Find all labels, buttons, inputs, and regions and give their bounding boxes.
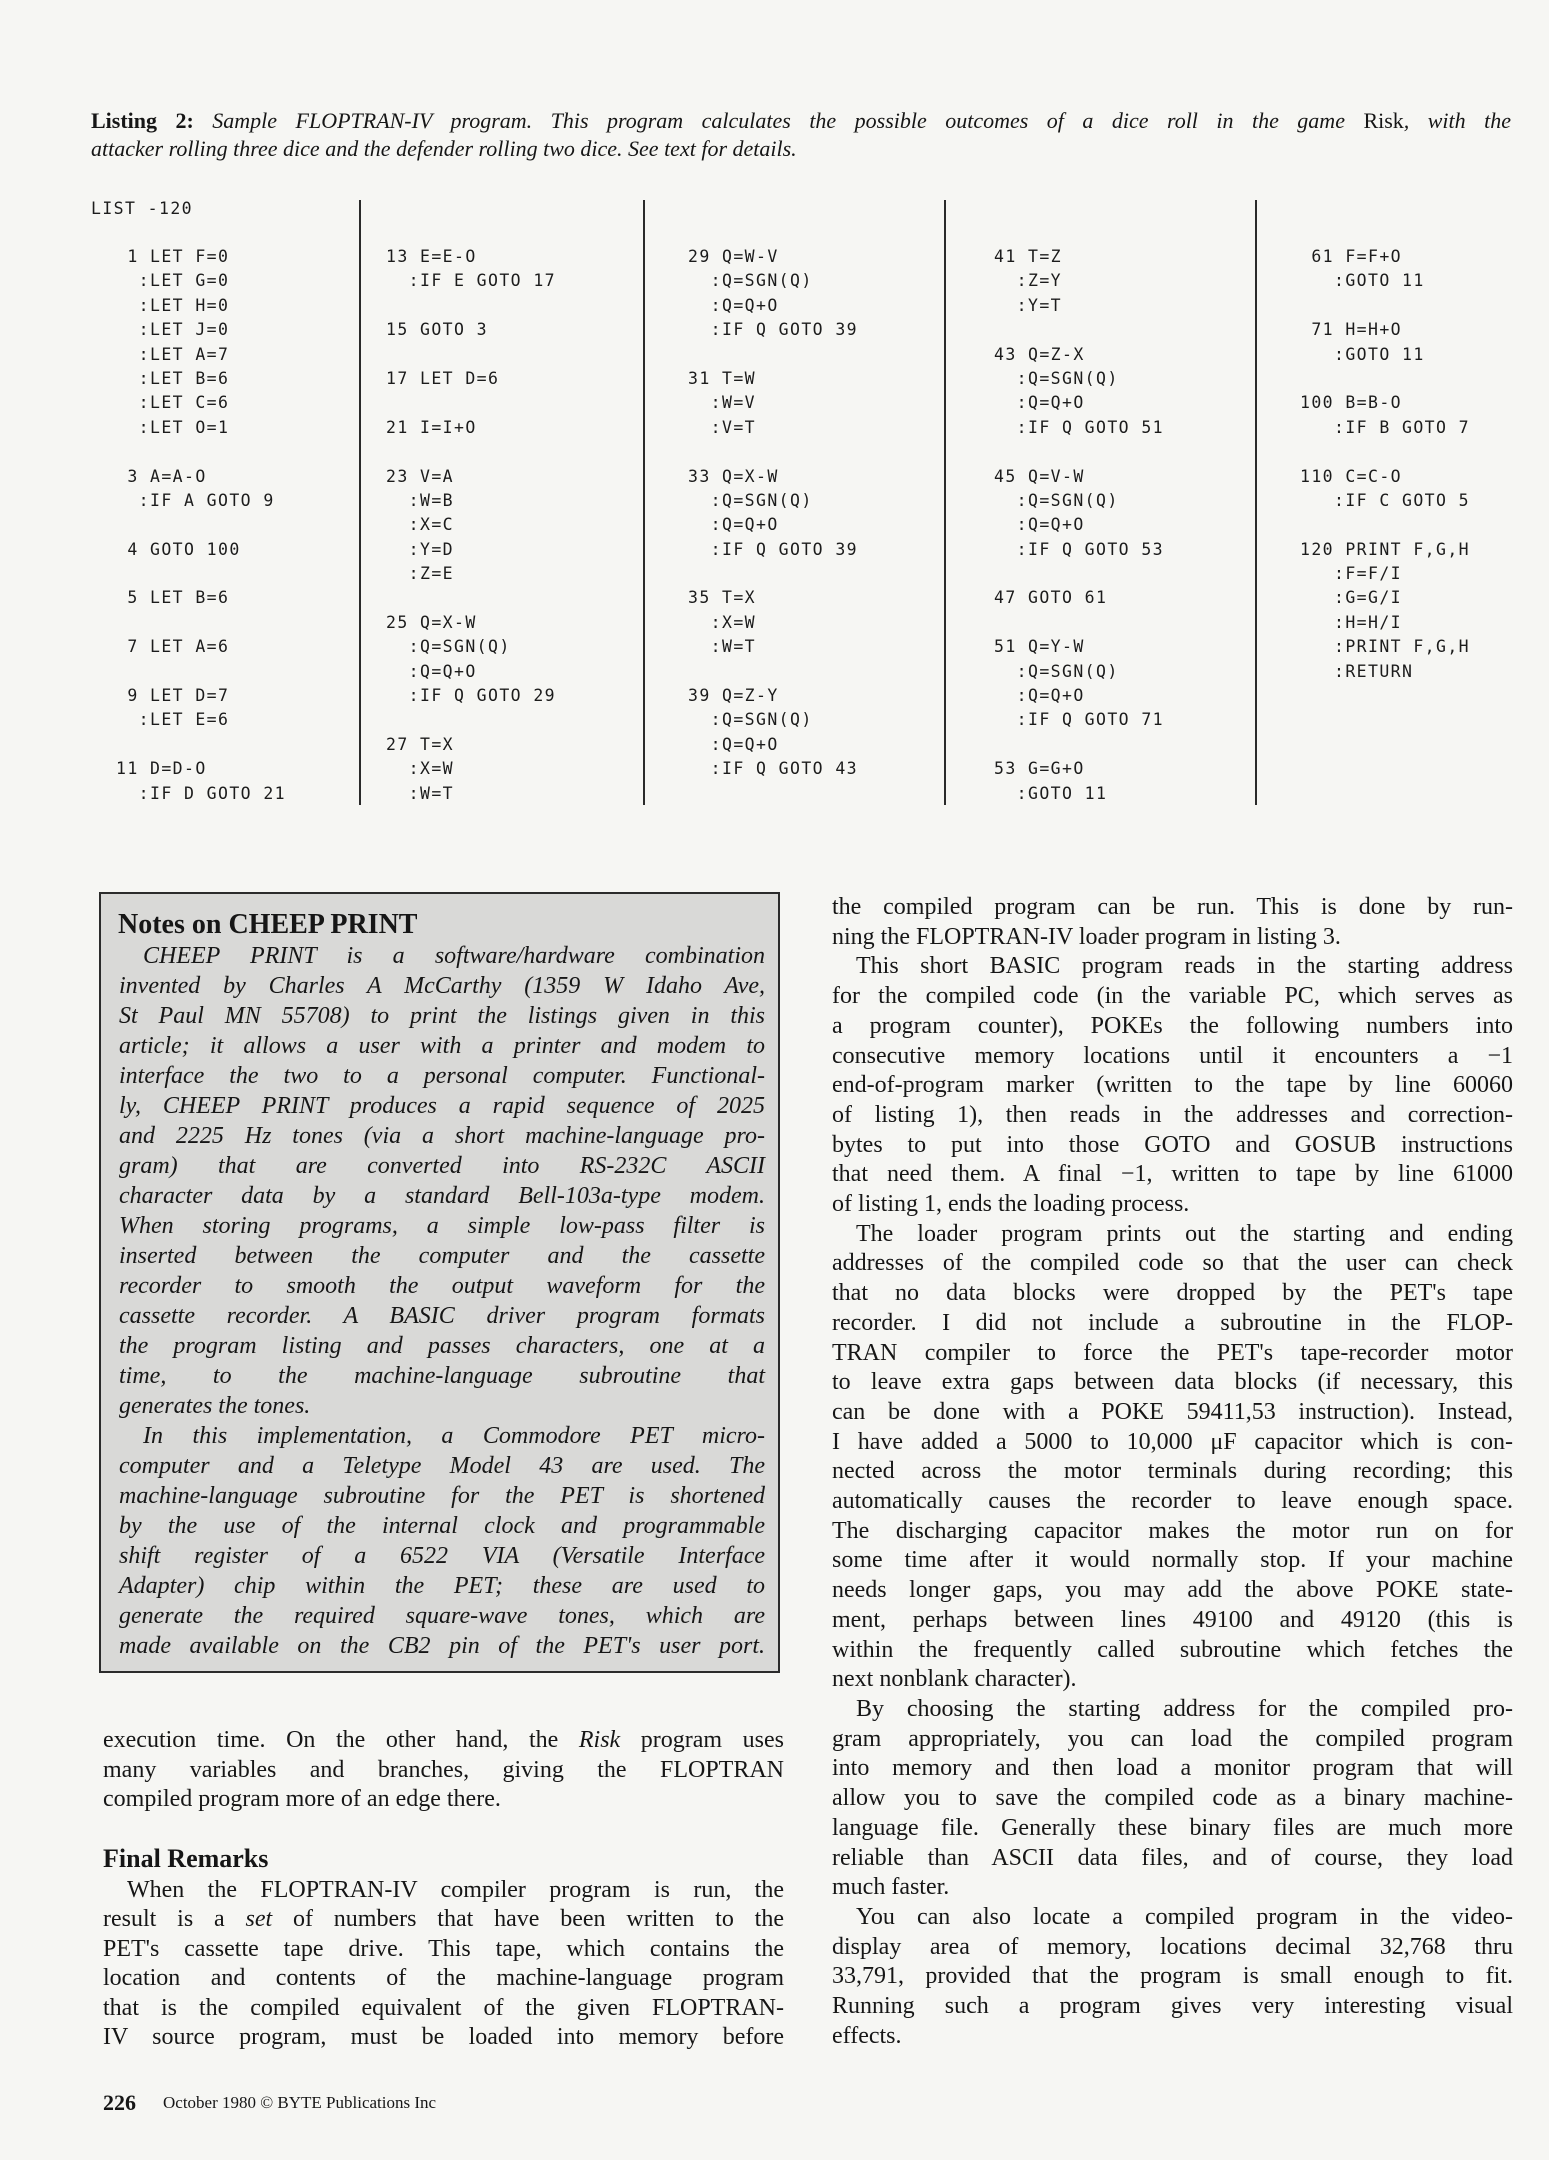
- text-line: recorder. I did not include a subroutine in the FLOP-: [832, 1309, 1513, 1336]
- text-line: addresses of the compiled code so that the user can check: [832, 1250, 1513, 1277]
- text-line: interface the two to a personal computer. Functional-: [119, 1063, 765, 1089]
- code-line: :IF Q GOTO 39: [688, 320, 859, 340]
- sidebar-text: [119, 941, 765, 1661]
- text-line: can be done with a POKE 59411,53 instruction). Instead,: [832, 1398, 1513, 1425]
- code-line: :W=B: [386, 490, 455, 510]
- code-line: :G=G/I: [1300, 588, 1403, 608]
- code-line: [116, 440, 286, 464]
- text-line: gram) that are converted into RS-232C ASCII: [119, 1153, 765, 1179]
- text-line: many variables and branches, giving the FLOPTRAN: [103, 1756, 784, 1783]
- emphasis-text: set: [245, 1906, 273, 1933]
- text-line: inserted between the computer and the cassette: [119, 1243, 765, 1269]
- code-line: :Q=Q+O: [994, 393, 1085, 413]
- text-line: 33,791, provided that the program is small enough to fit.: [832, 1963, 1513, 1990]
- code-line: :IF A GOTO 9: [116, 490, 275, 510]
- code-line: :IF B GOTO 7: [1300, 417, 1471, 437]
- listing-caption: [91, 107, 1511, 163]
- code-line: [994, 611, 1164, 635]
- code-line: [386, 708, 556, 732]
- code-line: :Y=T: [994, 295, 1063, 315]
- code-line: 27 T=X: [386, 734, 455, 754]
- code-line: 25 Q=X-W: [386, 612, 477, 632]
- code-line: :H=H/I: [1300, 612, 1403, 632]
- code-line: 45 Q=V-W: [994, 466, 1085, 486]
- text-line: When storing programs, a simple low-pass filter is: [119, 1213, 765, 1239]
- code-line: :Q=Q+O: [994, 515, 1085, 535]
- text-segment: execution time. On the other hand, the: [103, 1727, 579, 1753]
- listing-column-5: [1300, 245, 1470, 684]
- text-line: generates the tones.: [119, 1393, 311, 1419]
- code-line: [994, 733, 1164, 757]
- code-line: :Q=Q+O: [688, 734, 779, 754]
- text-line: for the compiled code (in the variable PC, which serves as: [832, 983, 1513, 1010]
- text-line: cassette recorder. A BASIC driver program formats: [119, 1303, 765, 1329]
- code-line: :LET O=1: [116, 417, 230, 437]
- code-line: :GOTO 11: [1300, 344, 1425, 364]
- text-line: bytes to put into those GOTO and GOSUB instructions: [832, 1131, 1513, 1158]
- code-line: [386, 343, 556, 367]
- code-line: :X=C: [386, 515, 455, 535]
- text-line: This short BASIC program reads in the starting address: [856, 953, 1513, 980]
- text-line: language file. Generally these binary files are much more: [832, 1814, 1513, 1841]
- code-line: :LET B=6: [116, 368, 230, 388]
- column-divider: [359, 200, 361, 805]
- text-line: When the FLOPTRAN-IV compiler program is run, the: [127, 1877, 784, 1903]
- text-line: The loader program prints out the starting and ending: [856, 1220, 1513, 1247]
- code-line: :Q=SGN(Q): [994, 661, 1119, 681]
- text-line: automatically causes the recorder to leave enough space.: [832, 1488, 1513, 1515]
- code-line: 47 GOTO 61: [994, 588, 1108, 608]
- code-line: :GOTO 11: [994, 783, 1108, 803]
- code-line: [116, 562, 286, 586]
- listing-column-4: [994, 245, 1164, 806]
- code-line: 61 F=F+O: [1300, 247, 1403, 266]
- code-line: [386, 440, 556, 464]
- text-line: location and contents of the machine-language program: [103, 1965, 784, 1992]
- text-line: a program counter), POKEs the following numbers into: [832, 1012, 1513, 1039]
- caption-line-1: [91, 107, 1511, 135]
- listing-column-3: [688, 245, 858, 782]
- text-line: ning the FLOPTRAN-IV loader program in listing 3.: [832, 923, 1341, 950]
- code-line: 39 Q=Z-Y: [688, 686, 779, 706]
- code-line: :LET G=0: [116, 271, 230, 291]
- code-line: [688, 660, 858, 684]
- code-line: :Q=SGN(Q): [688, 490, 813, 510]
- code-line: 120 PRINT F,G,H: [1300, 539, 1471, 559]
- code-line: [116, 513, 286, 537]
- code-line: :IF Q GOTO 39: [688, 539, 859, 559]
- code-line: [386, 294, 556, 318]
- text-line: TRAN compiler to force the PET's tape-recorder motor: [832, 1339, 1513, 1366]
- caption-text: Sample FLOPTRAN-IV program. This program calculates the possible outcomes of a dice roll in the game: [193, 108, 1364, 133]
- text-line: needs longer gaps, you may add the above POKE state-: [832, 1577, 1513, 1604]
- article-text-left-top: [103, 1726, 784, 1815]
- text-line: of listing 1, ends the loading process.: [832, 1191, 1190, 1218]
- text-line: effects.: [832, 2022, 902, 2049]
- article-text-left-bottom: [103, 1876, 784, 2052]
- code-line: :IF E GOTO 17: [386, 271, 557, 291]
- code-line: [386, 586, 556, 610]
- code-line: 9 LET D=7: [116, 686, 230, 706]
- code-line: 15 GOTO 3: [386, 320, 489, 340]
- listing-column-2: [386, 245, 556, 806]
- code-line: :IF Q GOTO 53: [994, 539, 1165, 559]
- code-line: [116, 611, 286, 635]
- code-line: :Q=SGN(Q): [688, 710, 813, 730]
- code-line: :W=T: [386, 783, 455, 803]
- text-line: to leave extra gaps between data blocks (if necessary, this: [832, 1369, 1513, 1396]
- code-line: [1300, 294, 1470, 318]
- text-line: article; it allows a user with a printer and modem to: [119, 1033, 765, 1059]
- code-line: :LET H=0: [116, 295, 230, 315]
- code-line: [688, 440, 858, 464]
- code-line: :W=T: [688, 637, 757, 657]
- code-line: :GOTO 11: [1300, 271, 1425, 291]
- code-line: :IF C GOTO 5: [1300, 490, 1471, 510]
- text-line: end-of-program marker (written to the tape by line 60060: [832, 1072, 1513, 1099]
- code-line: :F=F/I: [1300, 564, 1403, 584]
- code-line: 23 V=A: [386, 466, 455, 486]
- text-line: shift register of a 6522 VIA (Versatile Interface: [119, 1543, 765, 1569]
- text-line: by the use of the internal clock and programmable: [119, 1513, 765, 1539]
- text-line: reliable than ASCII data files, and of course, they load: [832, 1844, 1513, 1871]
- code-line: :IF Q GOTO 51: [994, 417, 1165, 437]
- code-line: :IF D GOTO 21: [116, 783, 287, 803]
- code-line: :Q=Q+O: [688, 515, 779, 535]
- code-line: :W=V: [688, 393, 757, 413]
- code-line: :LET C=6: [116, 393, 230, 413]
- code-line: 7 LET A=6: [116, 637, 230, 657]
- text-line: much faster.: [832, 1874, 950, 1901]
- code-line: [1300, 367, 1470, 391]
- code-line: :V=T: [688, 417, 757, 437]
- code-line: [1300, 440, 1470, 464]
- caption-line-2: [91, 135, 1511, 163]
- code-line: :Q=SGN(Q): [994, 490, 1119, 510]
- code-line: 13 E=E-O: [386, 247, 477, 266]
- code-line: [116, 660, 286, 684]
- code-line: :Q=Q+O: [994, 686, 1085, 706]
- code-line: 35 T=X: [688, 588, 757, 608]
- text-line: CHEEP PRINT is a software/hardware combination: [143, 943, 765, 969]
- code-line: 41 T=Z: [994, 247, 1063, 266]
- column-divider: [944, 200, 946, 805]
- text-line: IV source program, must be loaded into memory before: [103, 2024, 784, 2051]
- code-line: 3 A=A-O: [116, 466, 207, 486]
- code-line: :LET E=6: [116, 710, 230, 730]
- code-line: 53 G=G+O: [994, 759, 1085, 779]
- text-line: some time after it would normally stop. If your machine: [832, 1547, 1513, 1574]
- text-line: made available on the CB2 pin of the PET's user port.: [119, 1633, 765, 1659]
- code-line: :Y=D: [386, 539, 455, 559]
- text-line: character data by a standard Bell-103a-type modem.: [119, 1183, 765, 1209]
- text-line: [103, 1726, 784, 1756]
- text-line: that no data blocks were dropped by the PET's tape: [832, 1280, 1513, 1307]
- code-line: :Z=E: [386, 564, 455, 584]
- column-divider: [643, 200, 645, 805]
- text-line: In this implementation, a Commodore PET micro-: [143, 1423, 765, 1449]
- code-line: :Q=SGN(Q): [994, 368, 1119, 388]
- code-line: :IF Q GOTO 29: [386, 686, 557, 706]
- code-line: :LET J=0: [116, 320, 230, 340]
- text-line: I have added a 5000 to 10,000 μF capacitor which is con-: [832, 1428, 1513, 1455]
- emphasis-text: Risk: [578, 1727, 621, 1753]
- text-line: recorder to smooth the output waveform for the: [119, 1273, 765, 1299]
- text-line: consecutive memory locations until it encounters a −1: [832, 1042, 1513, 1069]
- code-line: 17 LET D=6: [386, 368, 500, 388]
- code-line: :RETURN: [1300, 661, 1414, 681]
- text-line: Running such a program gives very interesting visual: [832, 1993, 1513, 2020]
- text-line: The discharging capacitor makes the motor run on for: [832, 1517, 1513, 1544]
- code-line: 29 Q=W-V: [688, 247, 779, 266]
- code-line: [688, 562, 858, 586]
- code-line: :Z=Y: [994, 271, 1063, 291]
- code-line: :Q=SGN(Q): [688, 271, 813, 291]
- caption-text: attacker rolling three dice and the defender rolling two dice. See text for details.: [91, 136, 797, 161]
- text-line: the compiled program can be run. This is done by run-: [832, 894, 1513, 920]
- text-line: machine-language subroutine for the PET is shortened: [119, 1483, 765, 1509]
- footer-credit: October 1980 © BYTE Publications Inc: [163, 2093, 437, 2112]
- text-segment: program uses: [620, 1727, 784, 1753]
- page-number: 226: [103, 2090, 136, 2115]
- code-line: :LET A=7: [116, 344, 230, 364]
- code-line: [688, 343, 858, 367]
- text-segment: of numbers that have been written to the: [272, 1906, 785, 1933]
- column-divider: [1255, 200, 1257, 805]
- text-line: and 2225 Hz tones (via a short machine-language pro-: [119, 1123, 765, 1149]
- caption-game-name: Risk: [1363, 108, 1404, 133]
- text-line: into memory and then load a monitor program that will: [832, 1755, 1513, 1782]
- code-line: 33 Q=X-W: [688, 466, 779, 486]
- code-line: 43 Q=Z-X: [994, 344, 1085, 364]
- code-line: 1 LET F=0: [116, 247, 230, 266]
- code-line: 100 B=B-O: [1300, 393, 1403, 413]
- text-line: within the frequently called subroutine which fetches the: [832, 1636, 1513, 1663]
- code-line: :IF Q GOTO 43: [688, 759, 859, 779]
- code-line: [116, 733, 286, 757]
- text-line: time, to the machine-language subroutine that: [119, 1363, 765, 1389]
- text-line: of listing 1), then reads in the addresses and correction-: [832, 1101, 1513, 1128]
- code-line: [994, 318, 1164, 342]
- text-line: nected across the motor terminals during recording; this: [832, 1458, 1513, 1485]
- text-line: next nonblank character).: [832, 1666, 1077, 1693]
- code-line: 5 LET B=6: [116, 588, 230, 608]
- text-line: gram appropriately, you can load the compiled program: [832, 1725, 1513, 1752]
- code-line: :Q=Q+O: [386, 661, 477, 681]
- text-line: ment, perhaps between lines 49100 and 49120 (this is: [832, 1606, 1513, 1633]
- code-line: :X=W: [688, 612, 757, 632]
- text-line: ly, CHEEP PRINT produces a rapid sequence of 2025: [119, 1093, 765, 1119]
- text-line: computer and a Teletype Model 43 are used. The: [119, 1453, 765, 1479]
- text-line: display area of memory, locations decimal 32,768 thru: [832, 1933, 1513, 1960]
- text-line: You can also locate a compiled program in the video-: [856, 1903, 1513, 1930]
- text-line: allow you to save the compiled code as a binary machine-: [832, 1785, 1513, 1812]
- caption-label: Listing 2:: [91, 108, 194, 133]
- code-line: 110 C=C-O: [1300, 466, 1403, 486]
- code-line: [994, 440, 1164, 464]
- text-line: that is the compiled equivalent of the given FLOPTRAN-: [103, 1994, 784, 2021]
- text-line: PET's cassette tape drive. This tape, which contains the: [103, 1935, 784, 1962]
- text-line: [103, 1905, 784, 1934]
- code-line: 51 Q=Y-W: [994, 637, 1085, 657]
- code-line: :X=W: [386, 759, 455, 779]
- code-line: 31 T=W: [688, 368, 757, 388]
- code-line: :PRINT F,G,H: [1300, 637, 1471, 657]
- text-line: that need them. A final −1, written to tape by line 61000: [832, 1161, 1513, 1188]
- code-line: :Q=SGN(Q): [386, 637, 511, 657]
- listing-column-1: [116, 245, 286, 806]
- text-line: the program listing and passes characters, one at a: [119, 1333, 765, 1359]
- text-line: generate the required square-wave tones, which are: [119, 1603, 765, 1629]
- text-segment: result is a: [103, 1906, 246, 1933]
- code-line: [386, 391, 556, 415]
- article-text-right: [832, 893, 1513, 2051]
- text-line: compiled program more of an edge there.: [103, 1786, 501, 1813]
- caption-text: , with the: [1403, 108, 1512, 133]
- section-heading: Final Remarks: [103, 1844, 269, 1873]
- code-line: :Q=Q+O: [688, 295, 779, 315]
- code-line: :IF Q GOTO 71: [994, 710, 1165, 730]
- text-line: St Paul MN 55708) to print the listings given in this: [119, 1003, 765, 1029]
- code-line: 11 D=D-O: [116, 759, 207, 779]
- text-line: Adapter) chip within the PET; these are used to: [119, 1573, 765, 1599]
- text-line: invented by Charles A McCarthy (1359 W Idaho Ave,: [119, 973, 765, 999]
- code-line: 71 H=H+O: [1300, 320, 1403, 340]
- sidebar-title: Notes on CHEEP PRINT: [118, 909, 418, 940]
- text-line: By choosing the starting address for the compiled pro-: [856, 1695, 1513, 1722]
- listing-header: LIST -120: [91, 199, 194, 218]
- code-line: 4 GOTO 100: [116, 539, 241, 559]
- code-line: [994, 562, 1164, 586]
- code-line: 21 I=I+O: [386, 417, 477, 437]
- code-line: [1300, 513, 1470, 537]
